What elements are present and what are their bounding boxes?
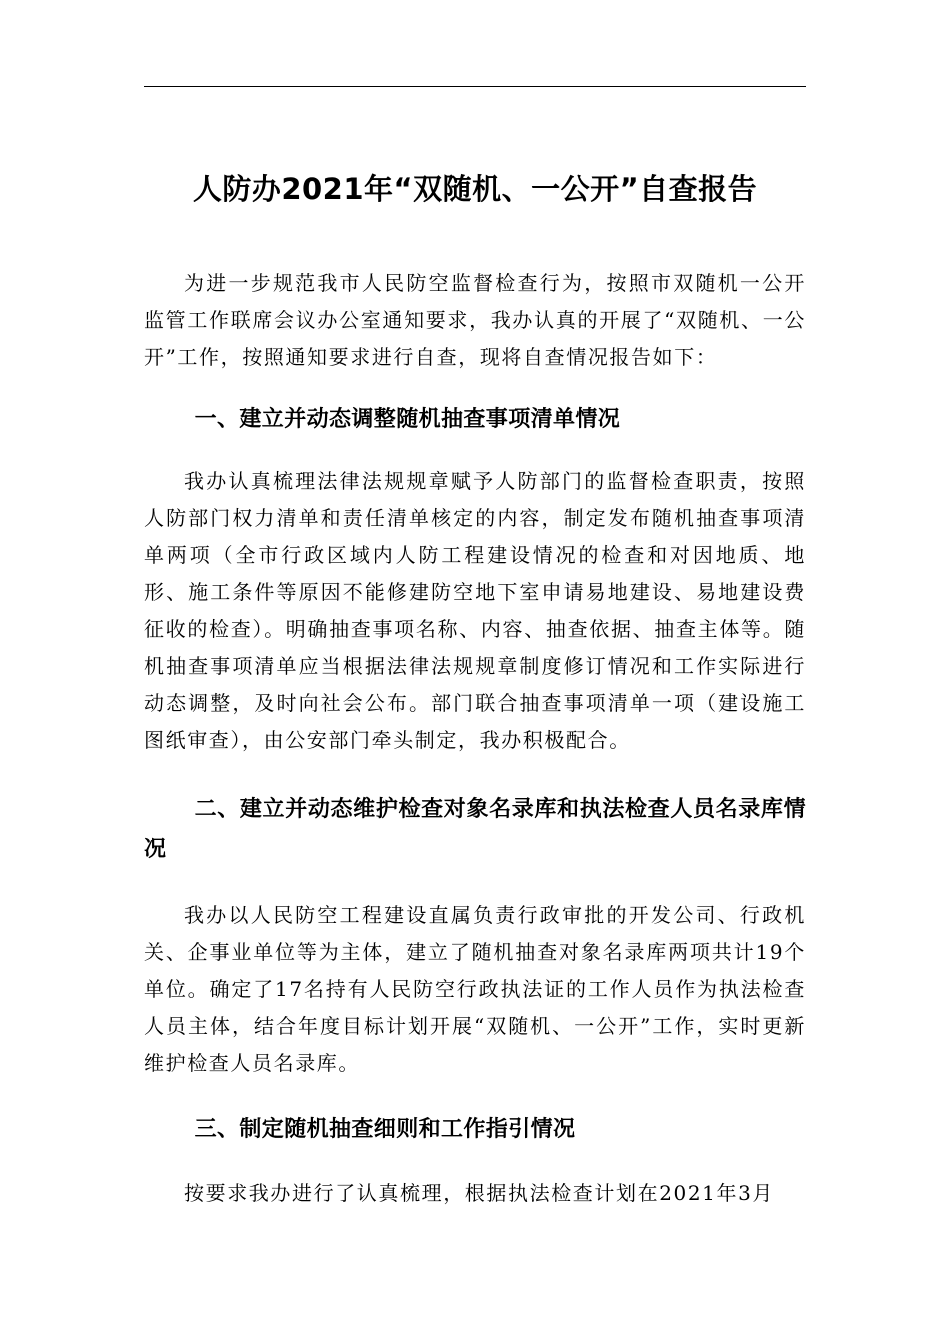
section-2-body: 我办以人民防空工程建设直属负责行政审批的开发公司、行政机关、企事业单位等为主体，建立了随机抽查对象名录库两项共计19个单位。确定了17名持有人民防空行政执法证的工作人员作为执法检查人员主体，结合年度目标计划开展“双随机、一公开”工作，实时更新维护检查人员名录库。 bbox=[144, 903, 806, 1075]
section-1-body: 我办认真梳理法律法规规章赋予人防部门的监督检查职责，按照人防部门权力清单和责任清单核定的内容，制定发布随机抽查事项清单两项（全市行政区域内人防工程建设情况的检查和对因地质、地形、施工条件等原因不能修建防空地下室申请易地建设、易地建设费征收的检查）。明确抽查事项名称、内容、抽查依据、抽查主体等。随机抽查事项清单应当根据法律法规规章制度修订情况和工作实际进行动态调整，及时向社会公布。部门联合抽查事项清单一项（建设施工图纸审查），由公安部门牵头制定，我办积极配合。 bbox=[144, 469, 806, 752]
document-title: 人防办2021年“双随机、一公开”自查报告 bbox=[192, 172, 758, 206]
header-rule bbox=[144, 86, 806, 87]
section-2-heading: 二、建立并动态维护检查对象名录库和执法检查人员名录库情况 bbox=[144, 797, 806, 862]
section-3-body: 按要求我办进行了认真梳理，根据执法检查计划在2021年3月 bbox=[184, 1181, 775, 1205]
section-3-heading: 三、制定随机抽查细则和工作指引情况 bbox=[194, 1117, 576, 1142]
intro-paragraph: 为进一步规范我市人民防空监督检查行为，按照市双随机一公开监管工作联席会议办公室通知要求，我办认真的开展了“双随机、一公开”工作，按照通知要求进行自查，现将自查情况报告如下： bbox=[144, 271, 806, 369]
section-1-heading: 一、建立并动态调整随机抽查事项清单情况 bbox=[194, 407, 621, 432]
